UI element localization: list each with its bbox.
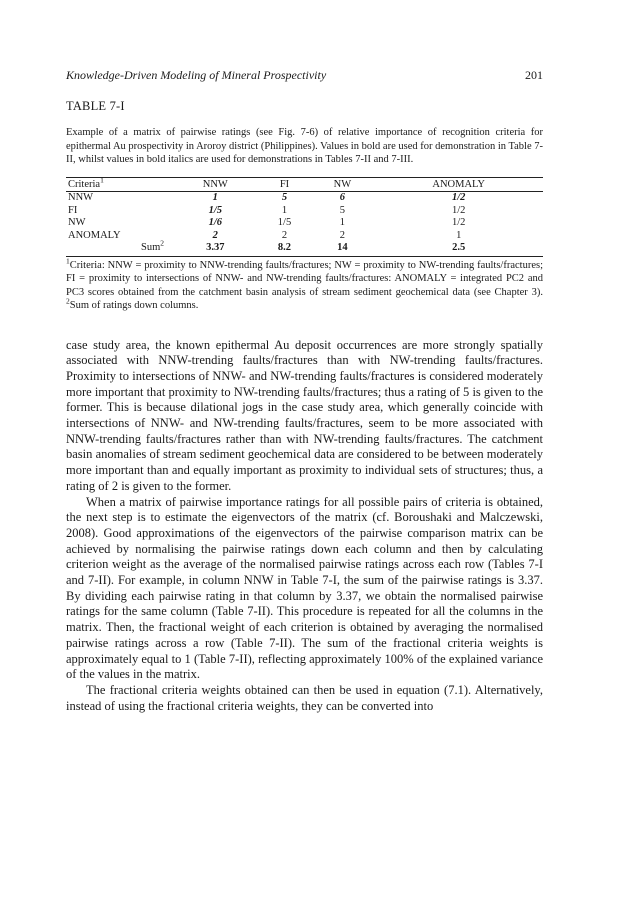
page-number: 201 [525,68,543,82]
footnote-mark: 1 [100,175,104,184]
ratings-matrix-table [66,177,543,257]
table-row [66,217,543,230]
table-caption: Example of a matrix of pairwise ratings (see Fig. 7-6) of relative importance of recognition criteria for epithermal Au prospectivity in Aroroy district (Philippines). Values in bold are used for demonstration in Table 7-II, whilst values in bold italics are used for demonstrations in Tables 7-II and 7-III. [66,127,543,165]
table-cell: 1 [339,217,346,228]
table-cell: 1/6 [208,217,222,228]
table-cell: 5 [281,192,288,203]
row-label: NW [68,217,86,228]
column-header-anomaly: ANOMALY [432,178,486,190]
paragraph: case study area, the known epithermal Au deposit occurrences are more strongly spatially associated with NNW-trending faults/fractures than with NW-trending faults/fractures. Proximity to intersections of NNW- and NW-trending faults/fractures is considered moderately more important that proximity to NW-trending faults/fractures; thus a rating of 5 is given to the former. This is because dilational jogs in the case study area, which generally coincide with intersections of NNW- and NW-trending faults/fractures, seem to be more associated with NNW-trending faults/fractures rather than with NW-trending faults/fractures. The catchment basin anomalies of stream sediment geochemical data are considered to be between moderately more important than and equally important as proximity to individual sets of structures; thus, a rating of 2 is given to the former. [66,337,543,493]
footnote-mark: 2 [160,238,164,248]
table-cell: 1/5 [277,217,292,228]
table-cell: 1/2 [452,192,466,203]
table-header-row [66,177,543,192]
table-cell: 2 [281,229,288,241]
table-cell: 1 [456,229,462,241]
sum-cell: 14 [337,242,348,253]
running-title: Knowledge-Driven Modeling of Mineral Prospectivity [66,68,327,82]
table-cell: 2 [212,229,218,241]
page [66,68,543,714]
table-cell: 1/5 [208,204,222,216]
paragraph: When a matrix of pairwise importance ratings for all possible pairs of criteria is obtained, the next step is to estimate the eigenvectors of the matrix (cf. Boroushaki and Malczewski, 2008). Good approximations of the eigenvectors of the pairwise comparison matrix can be achieved by normalising the pairwise ratings down each column and then by calculating criterion weight as the average of the normalised pairwise ratings across each row (Tables 7-I and 7-II). For example, in column NNW in Table 7-I, the sum of the pairwise ratings is 3.37. By dividing each pairwise rating in that column by 3.37, we obtain the normalised pairwise ratings for the same column (Table 7-II). This procedure is repeated for all the columns in the matrix. Then, the fractional weight of each criterion is obtained by averaging the normalised pairwise ratings across a row (Table 7-II). The sum of the fractional criteria weights is approximately equal to 1 (Table 7-II), reflecting approximately 100% of the explained variance of the values in the matrix. [66,494,543,682]
sum-cell: 3.37 [206,242,225,253]
footnote-mark: 1 [66,256,70,265]
table-cell: 2 [339,229,346,241]
table-cell: 6 [339,192,346,203]
sum-cell: 8.2 [277,242,292,253]
sum-label: Sum$^2$ [140,238,164,253]
table-footnote: $^1$Criteria: NNW = proximity to NNW-trending faults/fractures; NW = proximity to NW-trending faults/fractures; FI = proximity to intersections of NNW- and NW-trending faults/fractures: ANOMALY = integrated PC2 and PC3 scores obtained from the catchment basin analysis of stream sediment geochemical data (see Chapter 3). $^2$Sum of ratings down columns. [66,256,543,311]
column-header-nw: NW [333,178,352,190]
table-cell: 1 [281,204,288,216]
table-label: TABLE 7-I [66,99,125,113]
table-cell: 1/2 [452,204,466,216]
row-label: NNW [68,192,94,203]
table-cell: 1/2 [452,217,466,228]
column-header-fi: FI [279,178,290,190]
paragraph: The fractional criteria weights obtained can then be used in equation (7.1). Alternatively, instead of using the fractional criteria weights, they can be converted into [66,682,543,713]
table-cell: 1 [212,192,218,203]
sum-row [66,242,543,256]
table-row [66,192,543,205]
row-label: ANOMALY [68,229,121,241]
table-row [66,205,543,218]
body-text [66,338,543,715]
table-cell: 5 [339,204,346,216]
running-head [66,68,543,83]
table-row [66,230,543,243]
footnote-mark: 2 [66,296,70,306]
row-label: FI [68,204,78,216]
column-header-nnw: NNW [202,178,228,190]
column-header-criteria: Criteria$^1$ [68,175,104,190]
sum-cell: 2.5 [452,242,466,253]
